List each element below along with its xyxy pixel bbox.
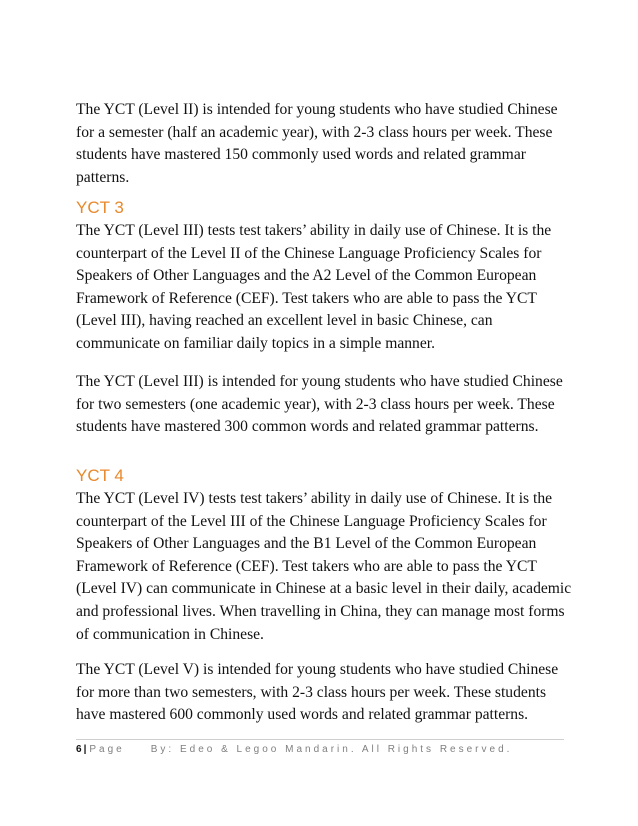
paragraph-yct4-ability: The YCT (Level IV) tests test takers’ ability in daily use of Chinese. It is the counterpart of the Level III of the Chinese Language Proficiency Scales for Speakers of Other Languages and the B1 Level of the Common European Framework of Reference (CEF). Test takers who are able to pass the YCT (Level IV) can communicate in Chinese at a basic level in their daily, academic and professional lives. When travelling in China, they can manage most forms of communication in Chinese.: [76, 490, 572, 643]
page-label: Page: [89, 744, 125, 755]
page-footer: [76, 744, 512, 755]
footer-divider: [76, 739, 564, 740]
paragraph-yct3-ability: The YCT (Level III) tests test takers’ ability in daily use of Chinese. It is the counterpart of the Level II of the Chinese Language Proficiency Scales for Speakers of Other Languages and the A2 Level of the Common European Framework of Reference (CEF). Test takers who are able to pass the YCT (Level III), having reached an excellent level in basic Chinese, can communicate on familiar daily topics in a simple manner.: [76, 222, 552, 352]
heading-yct3: YCT 3: [76, 198, 124, 217]
footer-credit: By: Edeo & Legoo Mandarin. All Rights Reserved.: [150, 744, 513, 755]
paragraph-yct3-intended: The YCT (Level III) is intended for young students who have studied Chinese for two semesters (one academic year), with 2-3 class hours per week. These students have mastered 300 common words and related grammar patterns.: [76, 373, 563, 436]
heading-yct4: YCT 4: [76, 466, 124, 485]
footer-separator: |: [83, 744, 87, 755]
paragraph-yct5-intended: The YCT (Level V) is intended for young students who have studied Chinese for more than two semesters, with 2-3 class hours per week. These students have mastered 600 commonly used words and related grammar patterns.: [76, 661, 559, 724]
page-number: 6: [76, 744, 82, 755]
paragraph-yct2-intended: The YCT (Level II) is intended for young students who have studied Chinese for a semester (half an academic year), with 2-3 class hours per week. These students have mastered 150 commonly used words and related grammar patterns.: [76, 101, 558, 186]
